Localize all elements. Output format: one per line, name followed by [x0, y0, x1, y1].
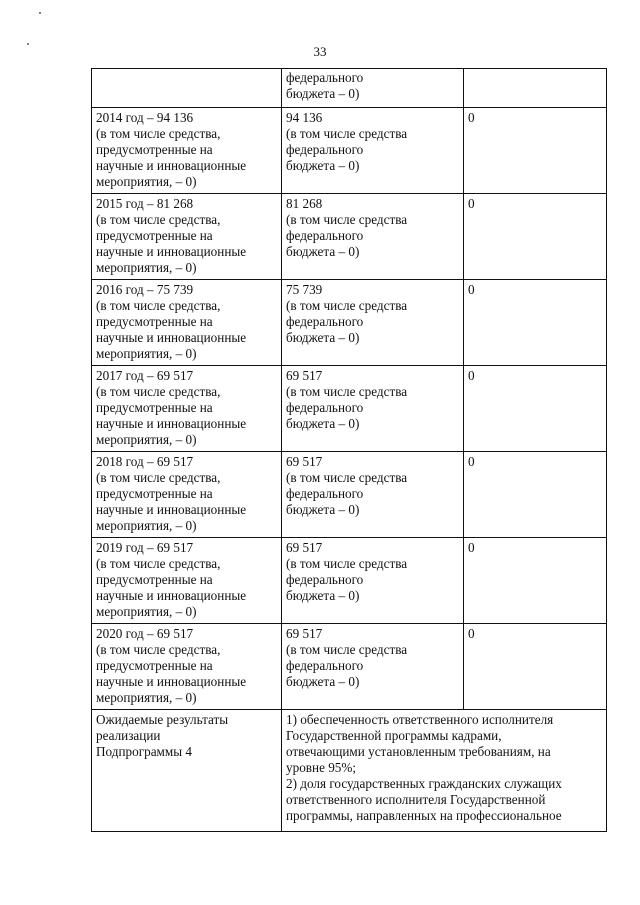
table-cell-total: 2014 год – 94 136 (в том числе средства, предусмотренные на научные и инновационные мероприятия, – 0): [92, 108, 282, 194]
table-cell-federal: 69 517 (в том числе средства федерального бюджета – 0): [282, 452, 464, 538]
table-cell-other: 0: [464, 452, 607, 538]
table-cell-federal: 69 517 (в том числе средства федерального бюджета – 0): [282, 366, 464, 452]
table-cell-federal: 94 136 (в том числе средства федерального бюджета – 0): [282, 108, 464, 194]
funding-table: [91, 68, 607, 832]
table-cell-other: 0: [464, 366, 607, 452]
table-cell-federal: 75 739 (в том числе средства федерального бюджета – 0): [282, 280, 464, 366]
table-cell-other: 0: [464, 194, 607, 280]
table-cell-total: 2015 год – 81 268 (в том числе средства, предусмотренные на научные и инновационные мероприятия, – 0): [92, 194, 282, 280]
table-cell-total: [92, 69, 282, 108]
table-cell-total: 2019 год – 69 517 (в том числе средства, предусмотренные на научные и инновационные мероприятия, – 0): [92, 538, 282, 624]
table-cell-total: 2020 год – 69 517 (в том числе средства, предусмотренные на научные и инновационные мероприятия, – 0): [92, 624, 282, 710]
table-cell-federal: федерального бюджета – 0): [282, 69, 464, 108]
table-cell-federal: 69 517 (в том числе средства федерального бюджета – 0): [282, 538, 464, 624]
results-text: 1) обеспеченность ответственного исполнителя Государственной программы кадрами, отвечающими установленным требованиям, на уровне 95%; 2) доля государственных гражданских служащих ответственного исполнителя Государственной программы, направленных на профессиональное: [286, 712, 562, 823]
table-cell-other: 0: [464, 280, 607, 366]
table-cell-total: 2017 год – 69 517 (в том числе средства, предусмотренные на научные и инновационные мероприятия, – 0): [92, 366, 282, 452]
table-row-2016: [92, 280, 607, 366]
table-row-expected-results: [92, 710, 607, 832]
table-row-2015: [92, 194, 607, 280]
table-cell-federal: 81 268 (в том числе средства федерального бюджета – 0): [282, 194, 464, 280]
table-cell-federal: 69 517 (в том числе средства федерального бюджета – 0): [282, 624, 464, 710]
table-cell-other: 0: [464, 538, 607, 624]
table-row: [92, 69, 607, 108]
table-row-2020: [92, 624, 607, 710]
results-label: Ожидаемые результаты реализации Подпрограммы 4: [92, 710, 282, 832]
results-cell: [282, 710, 607, 832]
table-row-2018: [92, 452, 607, 538]
table-row-2019: [92, 538, 607, 624]
page-number: 33: [313, 44, 327, 59]
table-cell-other: 0: [464, 624, 607, 710]
table-row-2017: [92, 366, 607, 452]
table-cell-other: [464, 69, 607, 108]
table-cell-total: 2018 год – 69 517 (в том числе средства, предусмотренные на научные и инновационные мероприятия, – 0): [92, 452, 282, 538]
table-cell-total: 2016 год – 75 739 (в том числе средства, предусмотренные на научные и инновационные мероприятия, – 0): [92, 280, 282, 366]
table-cell-other: 0: [464, 108, 607, 194]
scan-speck: [39, 12, 41, 14]
table-row-2014: [92, 108, 607, 194]
